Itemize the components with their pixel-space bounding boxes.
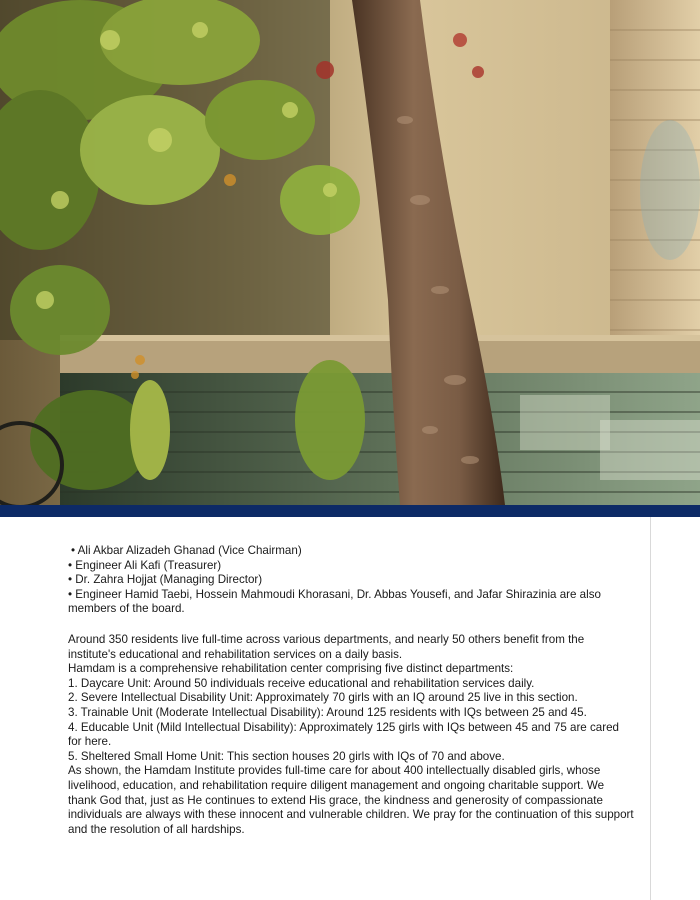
board-member: • Ali Akbar Alizadeh Ghanad (Vice Chairman) [71, 544, 302, 557]
closing-paragraph: As shown, the Hamdam Institute provides full-time care for about 400 intellectually disabled girls, whose livelihood, education, and rehabilitation require diligent management and ongoing charitable support. We thank God that, just as He continues to extend His grace, the kindness and generosity of compassionate individuals are always with these innocent and vulnerable children. We pray for the continuation of this support and the resolution of all hardships. [68, 764, 634, 836]
department-item: 1. Daycare Unit: Around 50 individuals receive educational and rehabilitation services daily. [68, 676, 535, 690]
intro-paragraph: Around 350 residents live full-time across various departments, and nearly 50 others benefit from the institute's educational and rehabilitation services on a daily basis. [68, 632, 585, 661]
article-body [68, 544, 634, 837]
department-item: 5. Sheltered Small Home Unit: This section houses 20 girls with IQs of 70 and above. [68, 749, 505, 763]
header-band [0, 505, 700, 517]
board-member: • Engineer Hamid Taebi, Hossein Mahmoudi Khorasani, Dr. Abbas Yousefi, and Jafar Shirazinia are also members of the board. [68, 587, 601, 616]
department-item: 3. Trainable Unit (Moderate Intellectual Disability): Around 125 residents with IQs between 25 and 45. [68, 705, 587, 719]
margin-rule [650, 517, 651, 900]
departments-intro: Hamdam is a comprehensive rehabilitation center comprising five distinct departments: [68, 662, 514, 676]
board-member: • Dr. Zahra Hojjat (Managing Director) [68, 573, 263, 587]
board-members-list [68, 544, 634, 617]
department-item: 4. Educable Unit (Mild Intellectual Disability): Approximately 125 girls with IQs between 45 and 75 are cared for here. [68, 720, 619, 749]
board-member: • Engineer Ali Kafi (Treasurer) [68, 558, 222, 572]
institute-description [68, 633, 634, 837]
department-item: 2. Severe Intellectual Disability Unit: Approximately 70 girls with an IQ around 25 live in this section. [68, 691, 578, 705]
